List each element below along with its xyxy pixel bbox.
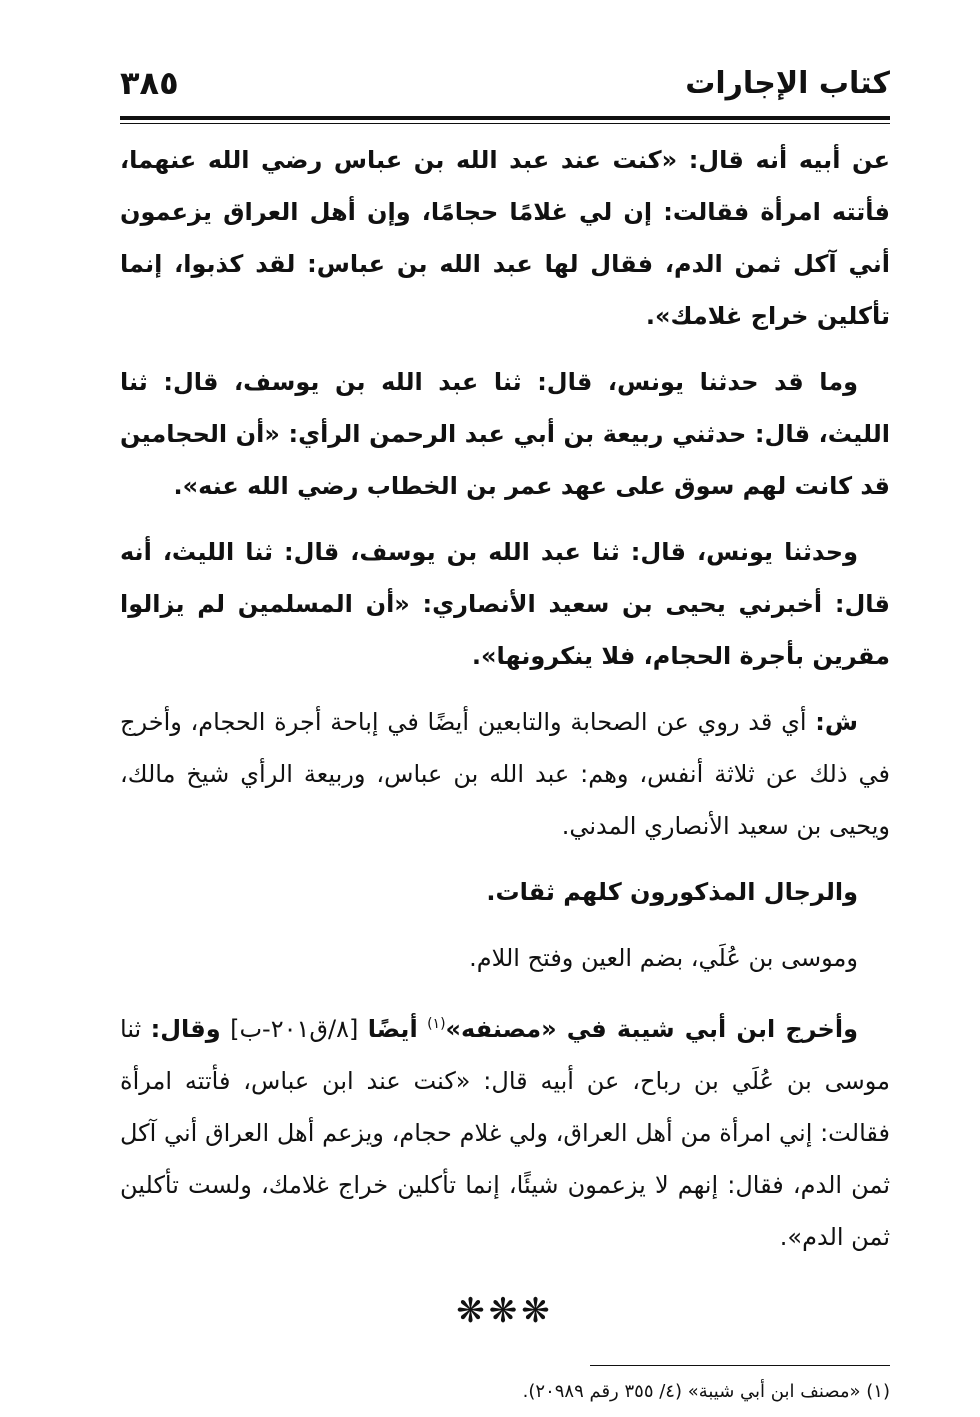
also-word: أيضًا [367, 1015, 418, 1043]
ibn-abi-shayba-lead: وأخرج ابن أبي شيبة في «مصنفه» [445, 1015, 858, 1043]
paragraph-yahya-narration: وحدثنا يونس، قال: ثنا عبد الله بن يوسف، قال: ثنا الليث، أنه قال: أخبرني يحيى بن سعيد الأنصاري: «أن المسلمين لم يزالوا مقرين بأجرة الحجام، فلا ينكرونها». [120, 538, 890, 670]
paragraph-commentary [120, 696, 890, 852]
paragraph-ibn-abbas-narration: عن أبيه أنه قال: «كنت عند عبد الله بن عباس رضي الله عنهما، فأتته امرأة فقالت: إن لي غلامًا حجامًا، وإن أهل العراق يزعمون أني آكل ثمن الدم، فقال لها عبد الله بن عباس: لقد كذبوا، إنما تأكلين خراج غلامك». [120, 146, 890, 330]
page-number: ٣٨٥ [120, 64, 179, 102]
commentary-text: أي قد روي عن الصحابة والتابعين أيضًا في إباحة أجرة الحجام، وأخرج في ذلك عن ثلاثة أنفس، وهم: عبد الله بن عباس، وربيعة الرأي شيخ مالك، ويحيى بن سعيد الأنصاري المدني. [120, 708, 890, 840]
footnote-reference: (١) [427, 1016, 446, 1032]
page-header [120, 60, 890, 114]
running-title: كتاب الإجارات [685, 66, 890, 101]
header-rule-thin [120, 123, 890, 124]
footnote: (١) «مصنف ابن أبي شيبة» (٤/ ٣٥٥ رقم ٢٠٩٨٩). [522, 1381, 890, 1402]
ibn-abi-shayba-text: ثنا موسى بن عُلَي بن رباح، عن أبيه قال: «كنت عند ابن عباس، فأتته امرأة فقالت: إني امرأة من أهل العراق، ولي غلام حجام، ويزعم أهل العراق أني آكل ثمن الدم، فقال: إنهم لا يزعمون شيئًا، إنما تأكلين خراج غلامك، ولست تأكلين ثمن الدم». [120, 1015, 890, 1251]
paragraph-narrators-trustworthy: والرجال المذكورون كلهم ثقات. [486, 878, 858, 906]
said-word: وقال: [150, 1015, 221, 1043]
section-separator: ❋❋❋ [456, 1291, 554, 1331]
manuscript-reference: [٨/ق٢٠١-ب] [230, 1015, 359, 1043]
commentary-label: ش: [815, 708, 858, 736]
main-text [120, 134, 890, 1263]
header-rule-thick [120, 116, 890, 120]
paragraph-name-vocalization: وموسى بن عُلَي، بضم العين وفتح اللام. [469, 944, 858, 972]
book-page [120, 60, 890, 1410]
paragraph-ibn-abi-shayba [120, 998, 890, 1263]
footnote-rule [590, 1365, 890, 1366]
paragraph-rabia-narration: وما قد حدثنا يونس، قال: ثنا عبد الله بن يوسف، قال: ثنا الليث، قال: حدثني ربيعة بن أبي عبد الرحمن الرأي: «أن الحجامين قد كانت لهم سوق على عهد عمر بن الخطاب رضي الله عنه». [120, 368, 890, 500]
